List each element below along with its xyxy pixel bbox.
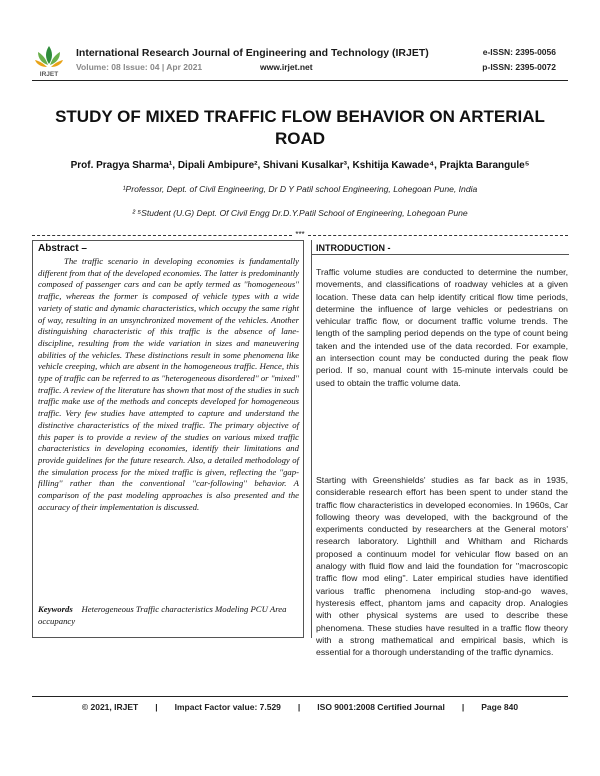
affiliation-professor: ¹Professor, Dept. of Civil Engineering, Dr D Y Patil school Engineering, Lohegoan Pune, India [122,184,478,194]
abstract-heading: Abstract – [38,243,87,254]
paper-title [40,106,560,150]
introduction-heading: INTRODUCTION - [316,243,391,253]
introduction-paragraph-1: Traffic volume studies are conducted to determine the number, movements, and classifications of roadway vehicles at a given location. These data can help identify critical flow time periods, determine the influence of large vehicles or pedestrians on vehicular traffic flow, or document traffic volume trends. The length of the sampling period depends on the type of count being taken and the intended use of the data recorded. For example, an intersection count may be conducted during the peak flow period. If so, manual count with 15-minute intervals could be used to obtain the traffic volume data. [316,267,568,388]
page-footer [32,702,568,712]
keywords-label: Keywords [38,604,73,614]
journal-logo [32,42,66,78]
keywords-text: Heterogeneous Traffic characteristics Modeling PCU Area occupancy [38,604,287,626]
journal-name: International Research Journal of Engineering and Technology (IRJET) [76,47,429,59]
section-separator [32,230,568,240]
footer-separator: | [297,702,301,712]
author-list: Prof. Pragya Sharma¹, Dipali Ambipure², Shivani Kusalkar³, Kshitija Kawade⁴, Prajkta Barangule⁵ [70,160,530,171]
p-issn: p-ISSN: 2395-0072 [482,62,556,72]
column-divider [311,240,312,638]
footer-separator: | [461,702,465,712]
introduction-rule [311,254,569,255]
volume-issue: Volume: 08 Issue: 04 | Apr 2021 [76,62,203,72]
e-issn: e-ISSN: 2395-0056 [482,47,556,57]
footer-page-number: Page 840 [481,702,519,712]
abstract-body: The traffic scenario in developing economies is fundamentally different from that of the developed economies. The latter is predominantly composed of passenger cars and can be aptly termed as ''homogeneous'' traffic, whereas the former is composed of vehicle types with a wide variety of static and dynamic characteristics, which occupy the same right of way, resulting in an unsynchronized movement of the vehicles. Another distinguishing characteristic of this traffic is the absence of lane-discipline, resulting from the wide variation in sizes and maneuvering abilities of the vehicles. These distinctions result in some phenomena like vehicle creeping, which are absent in the homogeneous traffic. Hence, this type of traffic can be referred to as ''heterogeneous disordered'' or ''mixed'' traffic. A review of the literature has shown that most of the studies in such traffic make use of the methods and concepts developed for homogeneous traffic. Very few studies have attempted to capture and understand the distinctive characteristics of the mixed traffic. The primary objective of this paper is to provide a review of the studies on various mixed traffic characteristics in developing economies, identify their limitations and provide guidelines for the future research. Also, a detailed methodology of the simulation process for the mixed traffic is given, reflecting the ''gap-filling'' rather than the conventional ''car-following'' behavior. A comparison of the past modeling approaches is also presented and the accuracy of their implementation is discussed. [38,256,299,512]
journal-website-link[interactable]: www.irjet.net [260,62,313,72]
keywords [38,604,299,627]
header-divider [32,80,568,81]
affiliation-students: ² ⁵Student (U.G) Dept. Of Civil Engg Dr.D.Y.Patil School of Engineering, Lohegoan Pune [132,208,468,218]
footer-impact-factor: Impact Factor value: 7.529 [174,702,281,712]
paper-title-line2: ROAD [274,129,326,148]
separator-stars: *** [295,230,305,239]
logo-text: IRJET [39,71,59,78]
introduction-paragraph-2: Starting with Greenshields' studies as far back as in 1935, considerable research effort has been spent to under stand the traffic flow characteristics in developed economies. In 1960s, Car following theory was developed, with the background of the experiments conducted by researchers at the General motors' research laboratory. Lighthill and Whitham and Richards proposed a continuum model for vehicular flow based on an analogy with fluid flow and laid the foundation for ''macroscopic traffic flow mod eling''. Later empirical studies have identified various traffic phenomena including stop-and-go waves, hysteresis effect, phantom jams and capacity drop. Analogies with other physical systems are used to describe these phenomena. These studies have resulted in a traffic flow theory with a strong mathematical and empirical basis, which is essential for a thorough understanding of the traffic dynamics. [316,475,568,658]
footer-divider [32,696,568,697]
footer-separator: | [155,702,158,712]
footer-iso: ISO 9001:2008 Certified Journal [317,702,445,712]
footer-copyright: © 2021, IRJET [81,702,139,712]
paper-title-line1: STUDY OF MIXED TRAFFIC FLOW BEHAVIOR ON ARTERIAL [55,107,545,126]
